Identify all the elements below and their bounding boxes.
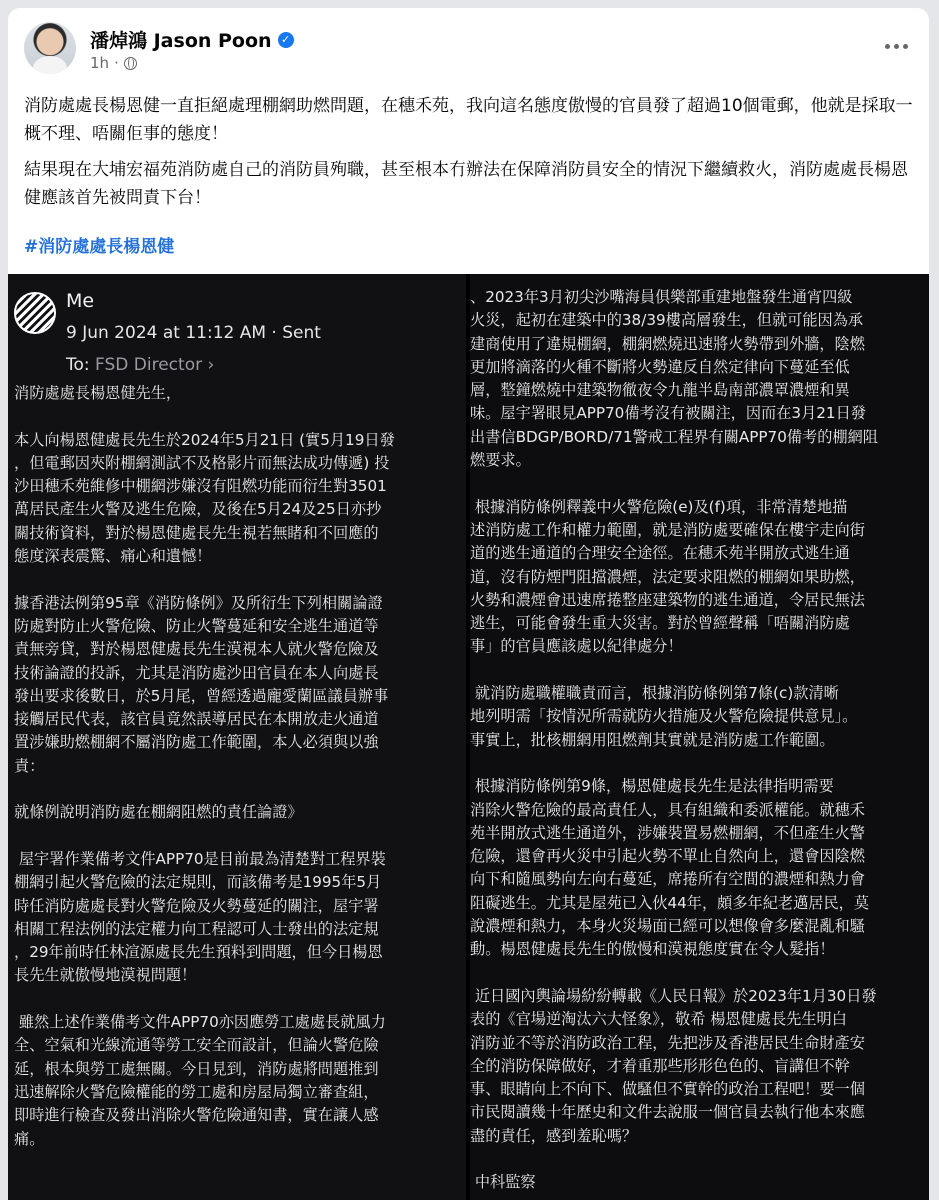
post-paragraph: 消防處處長楊恩健一直拒絕處理棚網助燃問題，在穗禾苑，我向這名態度傲慢的官員發了超過10個電郵，他就是採取一概不理、唔關佢事的態度！: [24, 96, 913, 144]
email-header: [8, 282, 466, 376]
sender-logo-icon: [14, 292, 56, 334]
globe-icon[interactable]: [124, 57, 137, 70]
email-body-right: 、2023年3月初尖沙嘴海員俱樂部重建地盤發生通宵四級 火災，起初在建築中的38/39樓高層發生，但就可能因為承 建商使用了違規棚網，棚網燃燒迅速將火勢帶到外牆，陰燃 更加將滴落的火種不斷將火勢違反自然定律向下蔓延至低 層，整鐘燃燒中建築物徹夜令九龍半島南部濃罩濃煙和異 味。屋宇署眼見APP70備考沒有被關注，因而在3月21日發 出書信BDGP/BORD/71警戒工程界有關APP70備考的棚網阻 燃要求。 根據消防條例釋義中火警危險(e)及(f)項，非常清楚地描 述消防處工作和權力範圍，就是消防處要確保在樓宇走向街 道的逃生通道的合理安全途徑。在穗禾苑半開放式逃生通 道，沒有防煙門阻擋濃煙，法定要求阻燃的棚網如果助燃， 火勢和濃煙會迅速席捲整座建築物的逃生通道，令居民無法 逃生，可能會發生重大災害。對於曾經聲稱「唔關消防處 事」的官員應該處以紀律處分！ 就消防處職權職責而言，根據消防條例第7條(c)款清晰 地列明需「按情況所需就防火措施及火警危險提供意見」。 事實上，批核棚網用阻燃劑其實就是消防處工作範圍。 根據消防條例第9條，楊恩健處長先生是法律指明需要 消除火警危險的最高責任人，具有組織和委派權能。就穗禾 苑半開放式逃生通道外，涉嫌裝置易燃棚網，不但產生火警 危險，還會再火災中引起火勢不單止自然向上，還會因陰燃 向下和隨風勢向左向右蔓延，席捲所有空間的濃煙和熱力會 阻礙逃生。尤其是屋苑已入伙44年，頗多年紀老邁居民，莫 說濃煙和熱力，本身火災場面已經可以想像會多麼混亂和騷 動。楊恩健處長先生的傲慢和漠視態度實在令人髮指！ 近日國內輿論場紛紛轉載《人民日報》於2023年1月30日發 表的《官場逆淘汰六大怪象》，敬希 楊恩健處長先生明白 消防並不等於消防政治工程，先把涉及香港居民生命財產安 全的消防保障做好，才着重那些形形色色的、盲講但不幹 事、眼睛向上不向下、做騷但不實幹的政治工程吧！要一個 市民閱讀幾十年歷史和文件去說服一個官員去執行他本來應 盡的責任，感到羞恥嗎？ 中科監察: [470, 288, 878, 1192]
author-row: [90, 26, 294, 53]
chevron-right-icon: ›: [207, 355, 215, 375]
email-recipient: [66, 354, 214, 377]
post-meta: [90, 54, 137, 72]
email-body-left: 消防處處長楊恩健先生， 本人向楊恩健處長先生於2024年5月21日 (實5月19日發 ，但電郵因夾附棚網測試不及格影片而無法成功傳遞) 投 沙田穗禾苑維修中棚網涉嫌沒有阻燃功能而衍生對3501 萬居民產生火警及逃生危險，及後在5月24及25日亦抄 關技術資料，對於楊恩健處長先生視若無睹和不回應的 態度深表震驚、痛心和遺憾！ 據香港法例第95章《消防條例》及所衍生下列相關論證 防處對防止火警危險、防止火警蔓延和安全逃生通道等 責無旁貸，對於楊恩健處長先生漠視本人就火警危險及 技術論證的投訴，尤其是消防處沙田官員在本人向處長 發出要求後數日，於5月尾，曾經透過龐愛蘭區議員辦事 接觸居民代表，該官員竟然誤導居民在本開放走火通道 置涉嫌助燃棚網不屬消防處工作範圍，本人必須與以強 責： 就條例說明消防處在棚網阻燃的責任論證》 屋宇署作業備考文件APP70是目前最為清楚對工程界裝 棚網引起火警危險的法定規則，而該備考是1995年5月 時任消防處處長對火警危險及火勢蔓延的關注，屋宇署 相關工程法例的法定權力向工程認可人士發出的法定規 ，29年前時任林渲源處長先生預料到問題，但今日楊恩 長先生就傲慢地漠視問題！ 雖然上述作業備考文件APP70亦因應勞工處處長就風力 全、空氣和光線流通等勞工安全而設計，但論火警危險 延，根本與勞工處無關。今日見到，消防處將問題推到 迅速解除火警危險權能的勞工處和房屋局獨立審查組， 即時進行檢查及發出消除火警危險通知書，實在讓人感 痛。: [14, 384, 395, 1148]
to-label: To:: [66, 355, 90, 375]
verified-badge-icon: ✓: [278, 32, 294, 48]
post-body: [24, 92, 914, 220]
hashtag-link[interactable]: #消防處處長楊恩健: [24, 237, 175, 257]
email-sender: Me: [66, 290, 95, 312]
post-time[interactable]: 1h: [90, 54, 110, 72]
email-sent-info: 9 Jun 2024 at 11:12 AM · Sent: [66, 323, 321, 343]
avatar[interactable]: [24, 22, 76, 74]
author-name[interactable]: 潘焯鴻 Jason Poon: [90, 30, 272, 52]
meta-separator: ·: [114, 54, 119, 72]
post-header: [24, 22, 914, 82]
recipient-name: FSD Director: [95, 355, 203, 375]
email-screenshot-right: [470, 274, 929, 1200]
more-options-icon: [885, 44, 890, 49]
email-screenshot-left: [8, 274, 466, 1200]
post-paragraph: 結果現在大埔宏福苑消防處自己的消防員殉職，甚至根本冇辦法在保障消防員安全的情況下繼續救火，消防處處長楊恩健應該首先被問責下台！: [24, 160, 908, 208]
facebook-post-card: [8, 8, 929, 1200]
email-screenshot-image[interactable]: [8, 274, 929, 1200]
more-options-button[interactable]: [878, 34, 914, 58]
